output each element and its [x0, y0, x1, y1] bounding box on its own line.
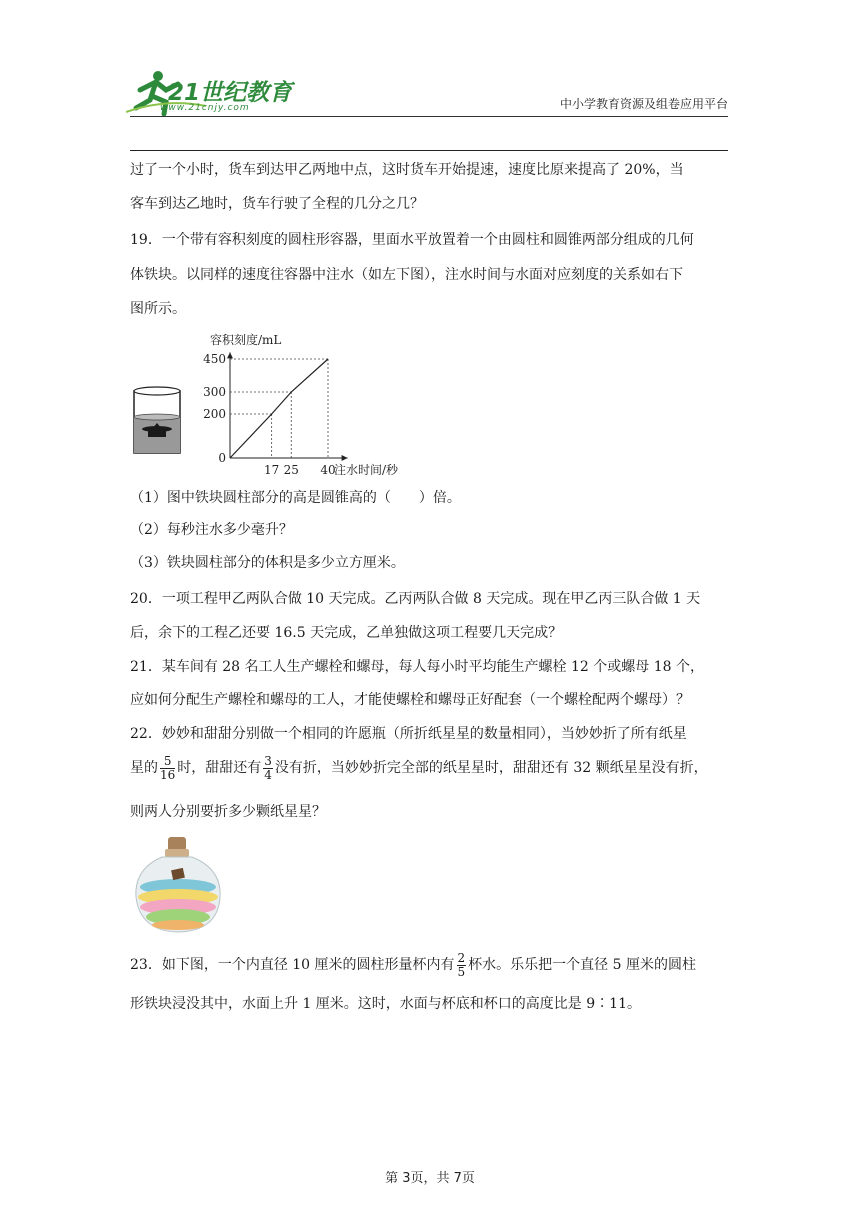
x-axis-arrow	[342, 455, 348, 461]
fraction-5-16	[160, 755, 175, 782]
x-tick-label: 25	[283, 463, 299, 475]
x-axis-label: 注水时间/秒	[334, 463, 399, 475]
fraction-3-4	[263, 755, 273, 782]
q20-line-2: 后，余下的工程乙还要 16.5 天完成，乙单独做这项工程要几天完成？	[130, 625, 563, 641]
q23-text-b: 杯水。乐乐把一个直径 5 厘米的圆柱	[468, 957, 696, 973]
q18-line-1: 过了一个小时，货车到达甲乙两地中点，这时货车开始提速，速度比原来提高了 20%，当	[130, 162, 684, 178]
page-footer: 第 3页，共 7页	[385, 1171, 475, 1186]
q22-text-b: 时，甜甜还有	[177, 760, 262, 776]
container-figure	[128, 385, 186, 461]
y-tick-label: 300	[203, 385, 226, 399]
header-divider	[130, 116, 728, 117]
q19-sub-1: （1）图中铁块圆柱部分的高是圆锥高的（ ）倍。	[130, 490, 461, 506]
y-tick-label: 200	[203, 407, 226, 421]
q23-text-a: 23．如下图，一个内直径 10 厘米的圆柱形量杯内有	[130, 957, 455, 973]
fraction-denominator: 4	[264, 767, 272, 782]
q22-text-a: 星的	[130, 760, 158, 776]
q20-line-1: 20．一项工程甲乙两队合做 10 天完成。乙丙两队合做 8 天完成。现在甲乙丙三队合做 1 天	[130, 591, 701, 607]
y-tick-label: 0	[218, 451, 226, 465]
fraction-numerator: 5	[160, 755, 175, 769]
q19-line-2: 体铁块。以同样的速度往容器中注水（如左下图），注水时间与水面对应刻度的关系如右下	[130, 267, 683, 283]
q18-line-2: 客车到达乙地时，货车行驶了全程的几分之几？	[130, 196, 424, 212]
q19-line-3: 图所示。	[130, 301, 186, 317]
fraction-numerator: 3	[264, 753, 272, 768]
q21-line-2: 应如何分配生产螺栓和螺母的工人，才能使螺栓和螺母正好配套（一个螺栓配两个螺母）？	[130, 692, 690, 708]
q23-line-1	[130, 950, 732, 980]
fraction-numerator: 2	[457, 950, 466, 965]
fraction-denominator: 5	[457, 964, 466, 979]
q22-line-3: 则两人分别要折多少颗纸星星？	[130, 804, 326, 820]
x-tick-label: 40	[320, 463, 336, 475]
q21-line-1: 21．某车间有 28 名工人生产螺栓和螺母，每人每小时平均能生产螺栓 12 个或螺母 18 个，	[130, 659, 704, 675]
series-line	[230, 359, 328, 458]
q23-line-2: 形铁块浸没其中，水面上升 1 厘米。这时，水面与杯底和杯口的高度比是 9∶11。	[130, 996, 641, 1012]
logo-text: 21世纪教育	[168, 80, 293, 106]
q22-text-c: 没有折，当妙妙折完全部的纸星星时，甜甜还有 32 颗纸星星没有折，	[274, 760, 708, 776]
q19-sub-2: （2）每秒注水多少毫升？	[130, 522, 293, 538]
y-axis-arrow	[227, 352, 233, 358]
water-level-chart	[190, 330, 420, 475]
content-top-rule	[130, 150, 728, 151]
logo-url: www.21cnjy.com	[160, 103, 250, 113]
y-axis-label: 容积刻度/mL	[210, 333, 282, 347]
q19-sub-3: （3）铁块圆柱部分的体积是多少立方厘米。	[130, 555, 405, 571]
y-tick-label: 450	[203, 352, 226, 366]
q22-line-1: 22．妙妙和甜甜分别做一个相同的许愿瓶（所折纸星星的数量相同），当妙妙折了所有纸星	[130, 726, 687, 742]
q22-line-2	[130, 753, 732, 783]
q19-line-1: 19．一个带有容积刻度的圆柱形容器，里面水平放置着一个由圆柱和圆锥两部分组成的几何	[130, 232, 694, 248]
x-tick-label: 17	[264, 463, 280, 475]
fraction-denominator: 16	[160, 767, 176, 782]
fraction-2-5	[457, 952, 467, 979]
wishing-bottle-image	[132, 835, 224, 935]
platform-title: 中小学教育资源及组卷应用平台	[559, 97, 728, 111]
